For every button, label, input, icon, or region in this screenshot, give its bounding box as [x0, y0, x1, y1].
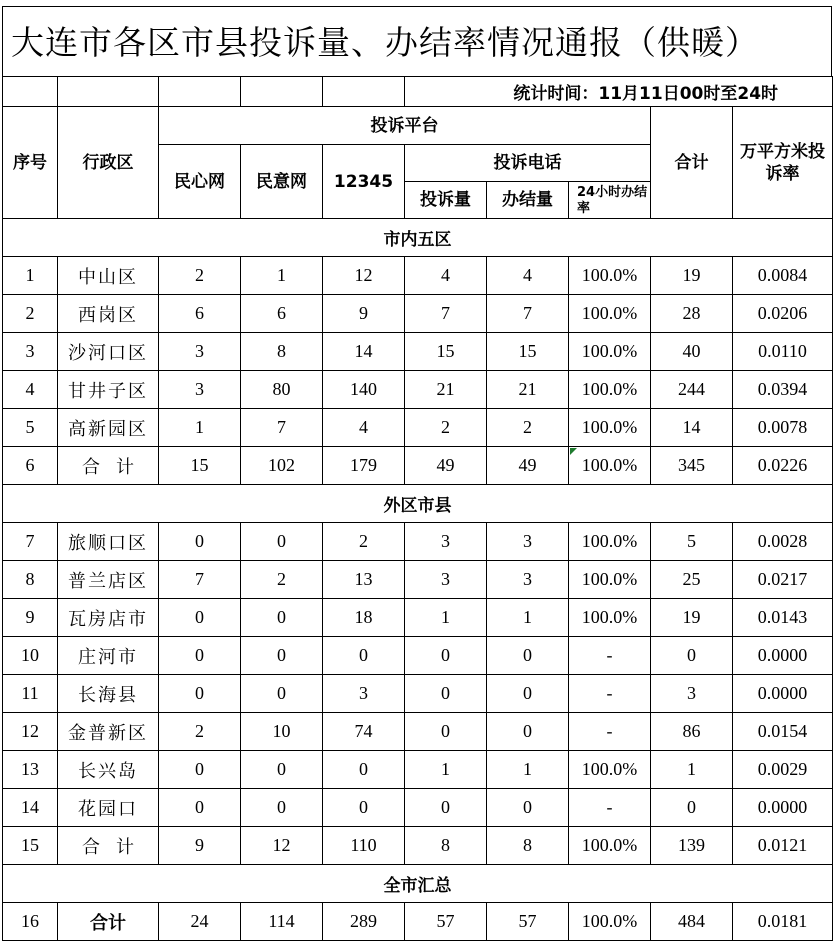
cell-complaints: 0 — [405, 675, 487, 713]
cell-minxin: 0 — [159, 675, 241, 713]
cell-rate_per: 0.0029 — [733, 751, 833, 789]
cell-rate_per: 0.0000 — [733, 675, 833, 713]
header-minxin: 民心网 — [159, 145, 241, 219]
cell-rate24: 100.0% — [569, 295, 651, 333]
cell-complaints: 3 — [405, 561, 487, 599]
cell-rate24: 100.0% — [569, 447, 651, 485]
cell-district: 旅顺口区 — [58, 523, 159, 561]
cell-complaints: 0 — [405, 713, 487, 751]
table-row — [3, 599, 833, 637]
cell-seq: 4 — [3, 371, 58, 409]
cell-district: 中山区 — [58, 257, 159, 295]
cell-rate24: - — [569, 789, 651, 827]
cell-minyi: 0 — [241, 523, 323, 561]
cell-district: 合计 — [58, 903, 159, 941]
cell-resolved: 3 — [487, 561, 569, 599]
cell-resolved: 1 — [487, 599, 569, 637]
cell-resolved: 49 — [487, 447, 569, 485]
stat-time-row — [3, 77, 833, 107]
cell-seq: 12 — [3, 713, 58, 751]
cell-rate_per: 0.0394 — [733, 371, 833, 409]
table-row — [3, 827, 833, 865]
cell-rate24: - — [569, 675, 651, 713]
cell-district: 合计 — [58, 447, 159, 485]
cell-complaints: 57 — [405, 903, 487, 941]
cell-rate_per: 0.0028 — [733, 523, 833, 561]
cell-rate_per: 0.0121 — [733, 827, 833, 865]
cell-resolved: 15 — [487, 333, 569, 371]
cell-minxin: 0 — [159, 637, 241, 675]
header-complaints: 投诉量 — [405, 182, 487, 219]
cell-district: 长海县 — [58, 675, 159, 713]
cell-rate24: - — [569, 713, 651, 751]
cell-hotline: 0 — [323, 751, 405, 789]
table-row — [3, 789, 833, 827]
table-row — [3, 713, 833, 751]
cell-resolved: 21 — [487, 371, 569, 409]
cell-total: 14 — [651, 409, 733, 447]
section-title: 市内五区 — [3, 219, 833, 257]
cell-total: 28 — [651, 295, 733, 333]
cell-rate24: 100.0% — [569, 333, 651, 371]
header-district: 行政区 — [58, 107, 159, 219]
cell-complaints: 3 — [405, 523, 487, 561]
table-row — [3, 447, 833, 485]
cell-resolved: 57 — [487, 903, 569, 941]
cell-total: 484 — [651, 903, 733, 941]
cell-minxin: 6 — [159, 295, 241, 333]
cell-total: 25 — [651, 561, 733, 599]
cell-rate_per: 0.0078 — [733, 409, 833, 447]
cell-minyi: 10 — [241, 713, 323, 751]
cell-minxin: 2 — [159, 713, 241, 751]
table-row — [3, 751, 833, 789]
cell-total: 19 — [651, 257, 733, 295]
cell-hotline: 18 — [323, 599, 405, 637]
report-title: 大连市各区市县投诉量、办结率情况通报（供暖） — [11, 23, 759, 62]
cell-hotline: 3 — [323, 675, 405, 713]
cell-minxin: 0 — [159, 523, 241, 561]
table-row — [3, 409, 833, 447]
cell-district: 西岗区 — [58, 295, 159, 333]
cell-resolved: 0 — [487, 789, 569, 827]
cell-rate24: 100.0% — [569, 523, 651, 561]
cell-district: 高新园区 — [58, 409, 159, 447]
cell-district: 甘井子区 — [58, 371, 159, 409]
cell-rate24: 100.0% — [569, 371, 651, 409]
cell-total: 0 — [651, 637, 733, 675]
table-row — [3, 675, 833, 713]
section-row — [3, 219, 833, 257]
header-row-1 — [3, 107, 833, 145]
cell-total: 345 — [651, 447, 733, 485]
cell-district: 长兴岛 — [58, 751, 159, 789]
cell-minxin: 0 — [159, 599, 241, 637]
cell-minyi: 0 — [241, 675, 323, 713]
cell-minyi: 114 — [241, 903, 323, 941]
cell-seq: 11 — [3, 675, 58, 713]
cell-rate_per: 0.0110 — [733, 333, 833, 371]
report-title-box — [2, 6, 832, 76]
cell-district: 金普新区 — [58, 713, 159, 751]
cell-complaints: 0 — [405, 789, 487, 827]
cell-rate24: 100.0% — [569, 257, 651, 295]
cell-hotline: 179 — [323, 447, 405, 485]
cell-total: 244 — [651, 371, 733, 409]
cell-total: 5 — [651, 523, 733, 561]
cell-hotline: 0 — [323, 637, 405, 675]
cell-minyi: 12 — [241, 827, 323, 865]
cell-hotline: 4 — [323, 409, 405, 447]
cell-complaints: 49 — [405, 447, 487, 485]
table-row — [3, 637, 833, 675]
cell-seq: 13 — [3, 751, 58, 789]
cell-district: 合计 — [58, 827, 159, 865]
cell-minyi: 0 — [241, 637, 323, 675]
cell-resolved: 4 — [487, 257, 569, 295]
cell-rate_per: 0.0181 — [733, 903, 833, 941]
cell-resolved: 0 — [487, 713, 569, 751]
table-row — [3, 523, 833, 561]
cell-complaints: 0 — [405, 637, 487, 675]
cell-rate_per: 0.0154 — [733, 713, 833, 751]
cell-seq: 7 — [3, 523, 58, 561]
cell-minyi: 102 — [241, 447, 323, 485]
cell-hotline: 9 — [323, 295, 405, 333]
cell-hotline: 289 — [323, 903, 405, 941]
cell-hotline: 14 — [323, 333, 405, 371]
cell-seq: 16 — [3, 903, 58, 941]
cell-rate_per: 0.0000 — [733, 789, 833, 827]
cell-minyi: 7 — [241, 409, 323, 447]
cell-district: 花园口 — [58, 789, 159, 827]
header-phone: 投诉电话 — [405, 145, 651, 182]
cell-rate_per: 0.0226 — [733, 447, 833, 485]
cell-total: 1 — [651, 751, 733, 789]
cell-rate24: 100.0% — [569, 409, 651, 447]
cell-seq: 10 — [3, 637, 58, 675]
cell-complaints: 8 — [405, 827, 487, 865]
cell-seq: 14 — [3, 789, 58, 827]
cell-rate24: 100.0% — [569, 903, 651, 941]
cell-rate24: - — [569, 637, 651, 675]
cell-total: 86 — [651, 713, 733, 751]
cell-minxin: 3 — [159, 371, 241, 409]
table-row — [3, 257, 833, 295]
cell-resolved: 1 — [487, 751, 569, 789]
cell-rate24: 100.0% — [569, 827, 651, 865]
cell-complaints: 21 — [405, 371, 487, 409]
section-title: 外区市县 — [3, 485, 833, 523]
cell-rate_per: 0.0000 — [733, 637, 833, 675]
cell-complaints: 4 — [405, 257, 487, 295]
cell-seq: 5 — [3, 409, 58, 447]
cell-minxin: 2 — [159, 257, 241, 295]
cell-hotline: 12 — [323, 257, 405, 295]
cell-complaints: 2 — [405, 409, 487, 447]
header-resolved: 办结量 — [487, 182, 569, 219]
cell-minyi: 8 — [241, 333, 323, 371]
cell-minxin: 9 — [159, 827, 241, 865]
cell-complaints: 7 — [405, 295, 487, 333]
cell-hotline: 0 — [323, 789, 405, 827]
cell-seq: 9 — [3, 599, 58, 637]
complaint-report-table — [2, 76, 833, 941]
cell-rate_per: 0.0143 — [733, 599, 833, 637]
header-rate-per-text: 万平方米投诉率 — [740, 141, 826, 184]
header-minyi: 民意网 — [241, 145, 323, 219]
cell-minyi: 0 — [241, 599, 323, 637]
cell-minxin: 7 — [159, 561, 241, 599]
cell-seq: 3 — [3, 333, 58, 371]
cell-complaints: 1 — [405, 751, 487, 789]
cell-total: 3 — [651, 675, 733, 713]
cell-district: 沙河口区 — [58, 333, 159, 371]
header-rate-per — [733, 107, 833, 219]
cell-resolved: 0 — [487, 675, 569, 713]
cell-rate24: 100.0% — [569, 561, 651, 599]
section-row — [3, 865, 833, 903]
cell-minyi: 6 — [241, 295, 323, 333]
cell-resolved: 2 — [487, 409, 569, 447]
cell-resolved: 8 — [487, 827, 569, 865]
cell-total: 40 — [651, 333, 733, 371]
table-row — [3, 561, 833, 599]
cell-minxin: 15 — [159, 447, 241, 485]
cell-minyi: 2 — [241, 561, 323, 599]
cell-district: 庄河市 — [58, 637, 159, 675]
cell-hotline: 13 — [323, 561, 405, 599]
cell-hotline: 74 — [323, 713, 405, 751]
header-rate24 — [569, 182, 651, 219]
cell-minyi: 80 — [241, 371, 323, 409]
header-total: 合计 — [651, 107, 733, 219]
cell-seq: 15 — [3, 827, 58, 865]
header-platform: 投诉平台 — [159, 107, 651, 145]
cell-hotline: 110 — [323, 827, 405, 865]
cell-seq: 6 — [3, 447, 58, 485]
table-row — [3, 295, 833, 333]
cell-seq: 2 — [3, 295, 58, 333]
cell-complaints: 1 — [405, 599, 487, 637]
cell-rate24: 100.0% — [569, 599, 651, 637]
cell-rate_per: 0.0084 — [733, 257, 833, 295]
cell-total: 0 — [651, 789, 733, 827]
cell-total: 19 — [651, 599, 733, 637]
cell-resolved: 0 — [487, 637, 569, 675]
cell-minxin: 0 — [159, 751, 241, 789]
cell-minxin: 1 — [159, 409, 241, 447]
cell-total: 139 — [651, 827, 733, 865]
table-row — [3, 333, 833, 371]
cell-minxin: 24 — [159, 903, 241, 941]
section-row — [3, 485, 833, 523]
header-hotline: 12345 — [323, 145, 405, 219]
cell-resolved: 7 — [487, 295, 569, 333]
cell-rate_per: 0.0206 — [733, 295, 833, 333]
cell-minyi: 0 — [241, 789, 323, 827]
cell-minyi: 1 — [241, 257, 323, 295]
table-row — [3, 903, 833, 941]
header-seq: 序号 — [3, 107, 58, 219]
cell-resolved: 3 — [487, 523, 569, 561]
cell-district: 普兰店区 — [58, 561, 159, 599]
section-title: 全市汇总 — [3, 865, 833, 903]
stat-time: 统计时间：11月11日00时至24时 — [405, 77, 833, 107]
cell-rate24: 100.0% — [569, 751, 651, 789]
cell-district: 瓦房店市 — [58, 599, 159, 637]
cell-rate_per: 0.0217 — [733, 561, 833, 599]
header-rate24-text: 24小时办结率 — [577, 185, 648, 216]
cell-minxin: 0 — [159, 789, 241, 827]
cell-hotline: 2 — [323, 523, 405, 561]
cell-complaints: 15 — [405, 333, 487, 371]
cell-hotline: 140 — [323, 371, 405, 409]
cell-seq: 8 — [3, 561, 58, 599]
cell-minxin: 3 — [159, 333, 241, 371]
cell-minyi: 0 — [241, 751, 323, 789]
table-row — [3, 371, 833, 409]
cell-seq: 1 — [3, 257, 58, 295]
